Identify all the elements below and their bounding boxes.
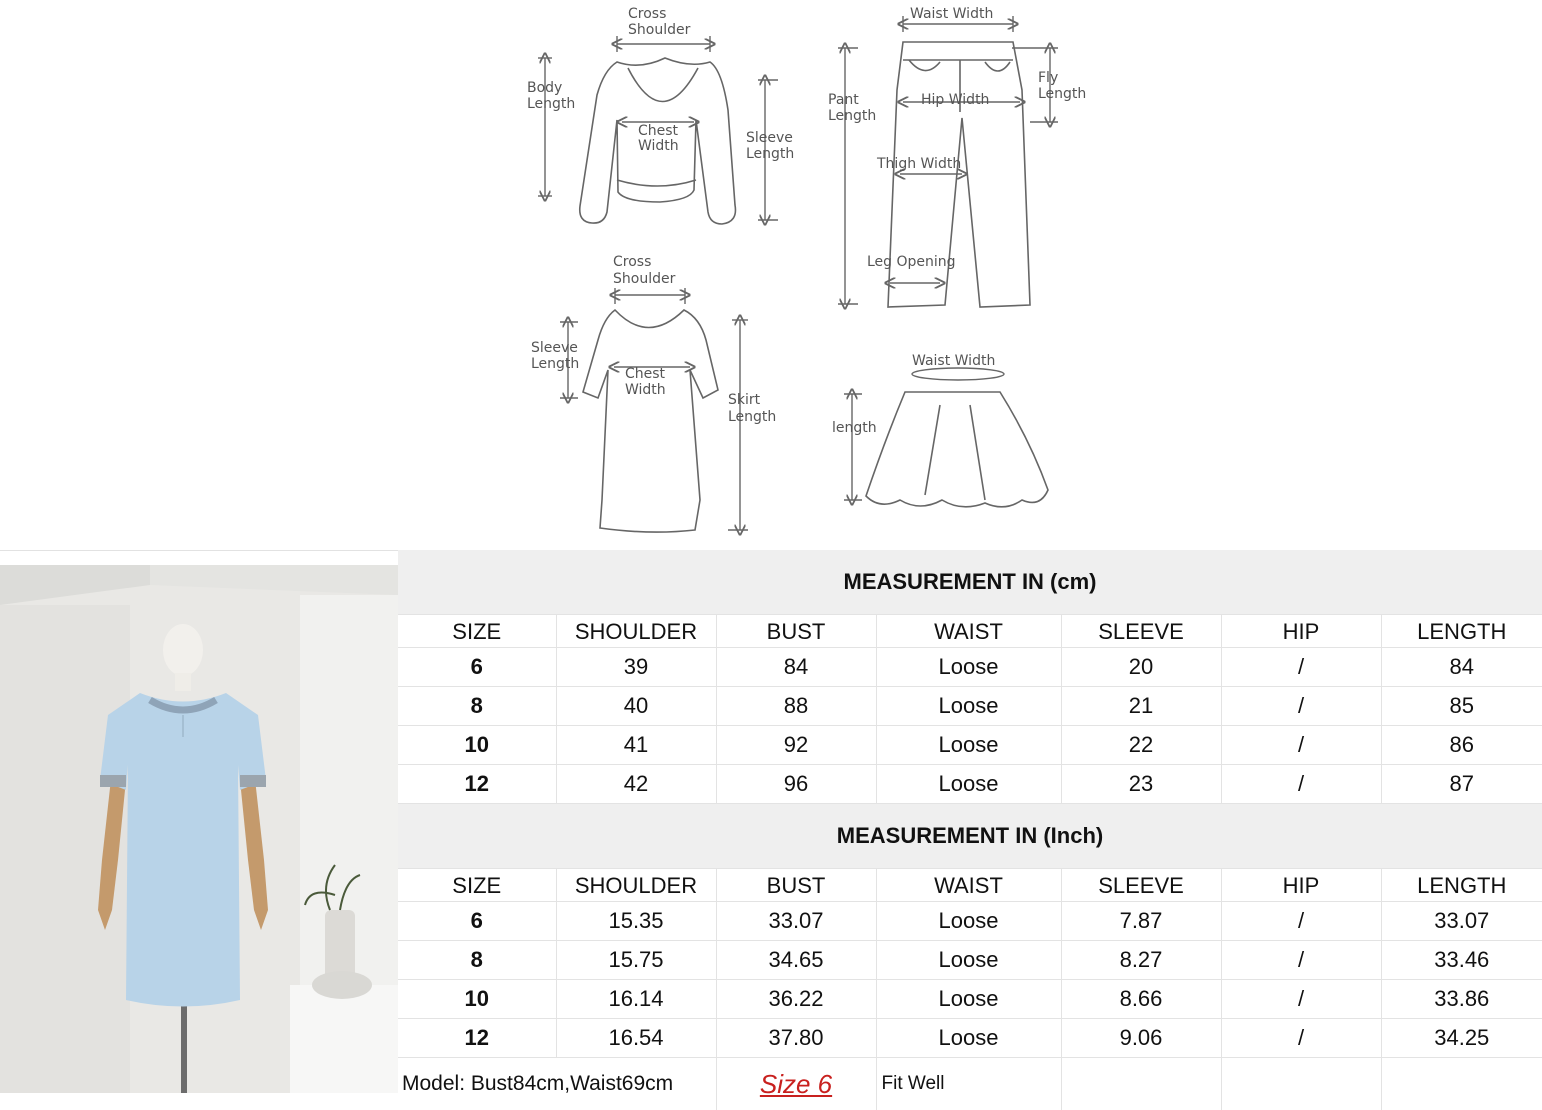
garment-sketches: [0, 0, 1542, 550]
table-cell: 85: [1381, 687, 1542, 726]
model-size-note: Size 6: [716, 1058, 876, 1110]
size-cell: 12: [398, 1019, 556, 1058]
inch-header-length: LENGTH: [1381, 869, 1542, 902]
table-cell: 96: [716, 765, 876, 804]
inch-header-size: SIZE: [398, 869, 556, 902]
inch-header-bust: BUST: [716, 869, 876, 902]
table-cell: 33.46: [1381, 941, 1542, 980]
cm-table-title-row: [398, 550, 1542, 615]
cm-header-size: SIZE: [398, 615, 556, 648]
cm-header-row: [398, 615, 1542, 648]
table-cell: 86: [1381, 726, 1542, 765]
inch-header-shoulder: SHOULDER: [556, 869, 716, 902]
skirt-waist-width-label: Waist Width: [912, 353, 995, 369]
dress-sleeve-length-label: Sleeve: [531, 340, 578, 356]
table-cell: 21: [1061, 687, 1221, 726]
dress-skirt-length-label: Skirt: [728, 392, 761, 408]
table-cell: 84: [1381, 648, 1542, 687]
top-cross-shoulder-label: Cross: [628, 6, 666, 22]
inch-header-hip: HIP: [1221, 869, 1381, 902]
inch-table-title: MEASUREMENT IN (Inch): [398, 804, 1542, 869]
table-cell: Loose: [876, 941, 1061, 980]
dress-sleeve-length-label-2: Length: [531, 356, 579, 372]
table-cell: 16.14: [556, 980, 716, 1019]
size-chart: [398, 550, 1542, 1110]
table-cell: 9.06: [1061, 1019, 1221, 1058]
table-row: [398, 765, 1542, 804]
cm-header-hip: HIP: [1221, 615, 1381, 648]
table-row: [398, 980, 1542, 1019]
pants-hip-width-label: Hip Width: [921, 92, 989, 108]
table-cell: /: [1221, 648, 1381, 687]
top-body-length-label-2: Length: [527, 96, 575, 112]
table-cell: /: [1221, 902, 1381, 941]
table-cell: 39: [556, 648, 716, 687]
table-cell: 37.80: [716, 1019, 876, 1058]
skirt-waist-ellipse: [912, 368, 1004, 380]
table-cell: Loose: [876, 765, 1061, 804]
table-cell: 40: [556, 687, 716, 726]
inch-header-waist: WAIST: [876, 869, 1061, 902]
model-measurements: Model: Bust84cm,Waist69cm: [398, 1058, 716, 1110]
table-cell: 7.87: [1061, 902, 1221, 941]
table-cell: 42: [556, 765, 716, 804]
table-cell: /: [1221, 1019, 1381, 1058]
table-cell: 88: [716, 687, 876, 726]
pants-fly-length-label: Fly: [1038, 70, 1058, 86]
cm-header-bust: BUST: [716, 615, 876, 648]
skirt-sketch: [866, 392, 1048, 507]
table-row: [398, 941, 1542, 980]
empty-cell: [1381, 1058, 1542, 1110]
table-cell: 16.54: [556, 1019, 716, 1058]
table-cell: /: [1221, 765, 1381, 804]
table-cell: Loose: [876, 648, 1061, 687]
dress-cross-shoulder-label-2: Shoulder: [613, 271, 676, 287]
top-chest-width-label-2: Width: [638, 138, 679, 154]
table-cell: 87: [1381, 765, 1542, 804]
dress-sketch: [583, 310, 718, 532]
dress-skirt-length-label-2: Length: [728, 409, 776, 425]
table-cell: 23: [1061, 765, 1221, 804]
table-row: [398, 687, 1542, 726]
table-cell: 33.86: [1381, 980, 1542, 1019]
top-body-length-label: Body: [527, 80, 562, 96]
table-cell: 22: [1061, 726, 1221, 765]
table-cell: /: [1221, 687, 1381, 726]
inch-header-row: [398, 869, 1542, 902]
inch-header-sleeve: SLEEVE: [1061, 869, 1221, 902]
pants-waist-width-label: Waist Width: [910, 6, 993, 22]
size-table: [398, 550, 1542, 1110]
table-cell: Loose: [876, 726, 1061, 765]
mannequin-dress-photo-icon: [0, 565, 398, 1093]
table-row: [398, 902, 1542, 941]
dress-cross-shoulder-label: Cross: [613, 254, 651, 270]
table-cell: 20: [1061, 648, 1221, 687]
top-sleeve-length-label-2: Length: [746, 146, 794, 162]
cm-table-title: MEASUREMENT IN (cm): [398, 550, 1542, 615]
dress-chest-width-label: Chest: [625, 366, 666, 382]
table-cell: 36.22: [716, 980, 876, 1019]
table-cell: 8.66: [1061, 980, 1221, 1019]
pants-leg-opening-label: Leg Opening: [867, 254, 956, 270]
table-cell: 84: [716, 648, 876, 687]
table-row: [398, 726, 1542, 765]
table-cell: 15.75: [556, 941, 716, 980]
table-cell: /: [1221, 726, 1381, 765]
pants-pant-length-label: Pant: [828, 92, 859, 108]
fit-note: Fit Well: [876, 1058, 1061, 1110]
measurement-diagram: [0, 0, 1542, 551]
empty-cell: [1221, 1058, 1381, 1110]
table-cell: 33.07: [1381, 902, 1542, 941]
table-cell: 8.27: [1061, 941, 1221, 980]
table-cell: Loose: [876, 687, 1061, 726]
size-cell: 8: [398, 687, 556, 726]
cm-header-shoulder: SHOULDER: [556, 615, 716, 648]
table-cell: Loose: [876, 902, 1061, 941]
top-sleeve-length-label: Sleeve: [746, 130, 793, 146]
table-cell: 34.25: [1381, 1019, 1542, 1058]
pants-pant-length-label-2: Length: [828, 108, 876, 124]
size-cell: 6: [398, 648, 556, 687]
size-cell: 6: [398, 902, 556, 941]
size-cell: 10: [398, 980, 556, 1019]
table-cell: /: [1221, 941, 1381, 980]
dress-chest-width-label-2: Width: [625, 382, 666, 398]
skirt-length-label: length: [832, 420, 877, 436]
table-cell: /: [1221, 980, 1381, 1019]
top-cross-shoulder-label-2: Shoulder: [628, 22, 691, 38]
pants-thigh-width-label: Thigh Width: [876, 156, 961, 172]
table-cell: 34.65: [716, 941, 876, 980]
inch-table-title-row: [398, 804, 1542, 869]
table-row: [398, 1019, 1542, 1058]
table-row: [398, 648, 1542, 687]
size-cell: 12: [398, 765, 556, 804]
top-chest-width-label: Chest: [638, 123, 679, 139]
pants-fly-length-label-2: Length: [1038, 86, 1086, 102]
empty-cell: [1061, 1058, 1221, 1110]
size-cell: 8: [398, 941, 556, 980]
table-cell: 15.35: [556, 902, 716, 941]
model-info-row: [398, 1058, 1542, 1110]
product-photo: [0, 565, 398, 1093]
table-cell: 92: [716, 726, 876, 765]
table-cell: 33.07: [716, 902, 876, 941]
table-cell: Loose: [876, 980, 1061, 1019]
table-cell: 41: [556, 726, 716, 765]
table-cell: Loose: [876, 1019, 1061, 1058]
cm-header-length: LENGTH: [1381, 615, 1542, 648]
size-cell: 10: [398, 726, 556, 765]
cm-header-sleeve: SLEEVE: [1061, 615, 1221, 648]
cm-header-waist: WAIST: [876, 615, 1061, 648]
